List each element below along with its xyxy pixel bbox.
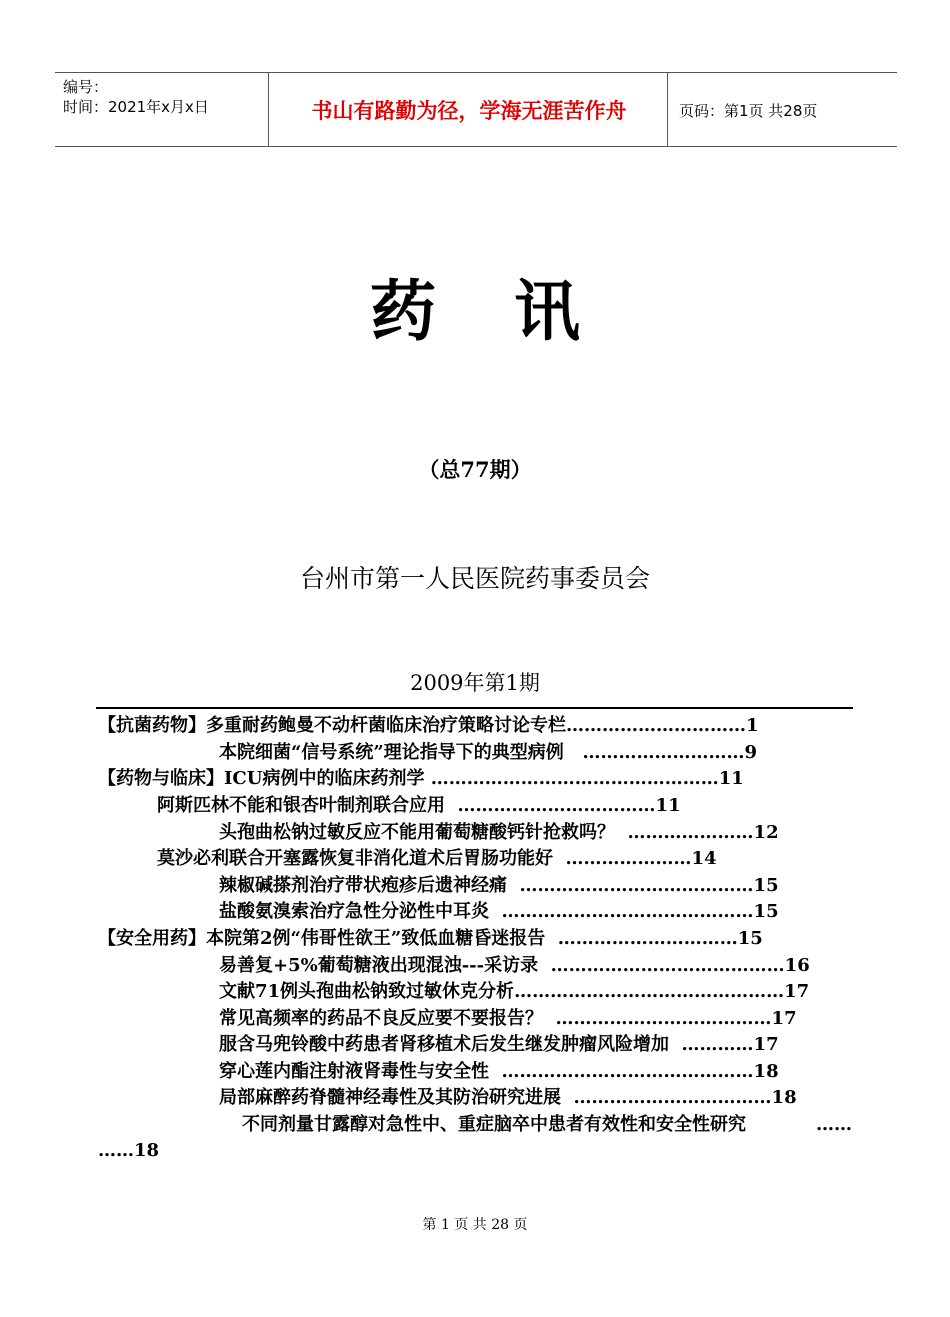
toc-leader: …… xyxy=(816,1114,852,1135)
toc-title: 文献71例头孢曲松钠致过敏休克分析 xyxy=(219,981,515,1002)
toc-leader: …………………………… xyxy=(457,795,656,816)
toc-leader: ………… xyxy=(681,1034,754,1055)
toc-page: 15 xyxy=(753,901,779,922)
toc-leader: …………………………………… xyxy=(501,1061,754,1082)
toc-entry[interactable] xyxy=(219,1059,779,1085)
toc-page: 17 xyxy=(771,1008,797,1029)
toc-title: 多重耐药鲍曼不动杆菌临床治疗策略讨论专栏 xyxy=(206,715,566,736)
toc-title: 服含马兜铃酸中药患者肾移植术后发生继发肿瘤风险增加 xyxy=(219,1034,669,1055)
toc-entry[interactable] xyxy=(219,873,779,899)
toc-page: 15 xyxy=(737,928,763,949)
page-footer: 第 1 页 共 28 页 xyxy=(422,1217,528,1233)
toc-entry[interactable] xyxy=(219,1006,797,1032)
toc-title: 辣椒碱搽剂治疗带状疱疹后遗神经痛 xyxy=(219,875,507,896)
toc-leader: ………………………… xyxy=(557,928,738,949)
toc-leader: ……………………… xyxy=(582,742,745,763)
toc-leader: ………………… xyxy=(565,848,692,869)
year-issue: 2009年第1期 xyxy=(410,671,540,695)
toc-leader: …………………………… xyxy=(573,1087,772,1108)
organization: 台州市第一人民医院药事委员会 xyxy=(299,564,650,593)
toc-entry[interactable] xyxy=(219,979,809,1005)
toc-entry[interactable] xyxy=(219,1032,779,1058)
header-meta xyxy=(63,77,209,117)
toc-section: 【药物与临床】 xyxy=(98,768,224,789)
toc-title: ICU病例中的临床药剂学 xyxy=(224,768,425,789)
toc-page: 16 xyxy=(784,955,810,976)
title-rule xyxy=(96,707,853,709)
toc-entry[interactable] xyxy=(157,793,681,819)
toc-entry[interactable] xyxy=(98,926,763,952)
toc-section: 【抗菌药物】 xyxy=(98,715,206,736)
toc-entry[interactable] xyxy=(219,740,757,766)
document-title: 药讯 xyxy=(370,272,658,350)
toc-entry-continuation[interactable] xyxy=(98,1138,159,1164)
toc-leader: ………………………………………… xyxy=(430,768,719,789)
page-info: 页码：第1页 共28页 xyxy=(679,102,818,120)
toc-page: 11 xyxy=(718,768,744,789)
toc-section: 【安全用药】 xyxy=(98,928,206,949)
toc-entry[interactable] xyxy=(219,953,810,979)
toc-page: 18 xyxy=(753,1061,779,1082)
toc-leader: ……………………………… xyxy=(555,1008,772,1029)
toc-page: 18 xyxy=(771,1087,797,1108)
serial-label: 编号： xyxy=(63,78,109,96)
toc-leader: ………………………… xyxy=(566,715,746,736)
toc-leader: …… xyxy=(98,1140,134,1161)
toc-leader: ……………………………………… xyxy=(514,981,785,1002)
toc-page: 18 xyxy=(134,1140,160,1161)
toc-title: 常见高频率的药品不良反应要不要报告？ xyxy=(219,1008,543,1029)
header-divider xyxy=(268,73,269,146)
toc-title: 莫沙必利联合开塞露恢复非消化道术后胃肠功能好 xyxy=(157,848,553,869)
toc-title: 不同剂量甘露醇对急性中、重症脑卒中患者有效性和安全性研究 xyxy=(242,1114,746,1135)
toc-entry[interactable] xyxy=(157,846,717,872)
toc-leader-continued xyxy=(816,1112,852,1138)
time-label: 时间：2021年x月x日 xyxy=(63,98,209,116)
toc-page: 1 xyxy=(746,715,759,736)
toc-entry[interactable] xyxy=(219,820,779,846)
toc-title: 头孢曲松钠过敏反应不能用葡萄糖酸钙针抢救吗？ xyxy=(219,822,615,843)
toc-leader: ………………………………… xyxy=(550,955,785,976)
toc-title: 穿心莲内酯注射液肾毒性与安全性 xyxy=(219,1061,489,1082)
toc-page: 12 xyxy=(753,822,779,843)
toc-title: 盐酸氨溴索治疗急性分泌性中耳炎 xyxy=(219,901,489,922)
toc-title: 易善复+5%葡萄糖液出现混浊---采访录 xyxy=(219,955,539,976)
toc-entry[interactable] xyxy=(98,766,744,792)
header-divider xyxy=(667,73,668,146)
toc-leader: ………………… xyxy=(627,822,754,843)
toc-page: 11 xyxy=(655,795,681,816)
toc-page: 15 xyxy=(753,875,779,896)
toc-leader: …………………………………… xyxy=(501,901,754,922)
toc-entry[interactable] xyxy=(219,899,779,925)
toc-leader: ………………………………… xyxy=(519,875,754,896)
toc-title: 局部麻醉药脊髓神经毒性及其防治研究进展 xyxy=(219,1087,561,1108)
toc-page: 14 xyxy=(691,848,717,869)
toc-entry[interactable] xyxy=(219,1085,797,1111)
toc-title: 本院第2例“伟哥性欲王”致低血糖昏迷报告 xyxy=(206,928,546,949)
toc-entry[interactable] xyxy=(98,713,759,739)
toc-page: 9 xyxy=(744,742,758,763)
toc-title: 阿斯匹林不能和银杏叶制剂联合应用 xyxy=(157,795,445,816)
toc-page: 17 xyxy=(753,1034,779,1055)
toc-entry[interactable] xyxy=(242,1112,746,1138)
motto: 书山有路勤为径，学海无涯苦作舟 xyxy=(311,98,627,123)
page-header xyxy=(55,72,897,147)
toc-title: 本院细菌“信号系统”理论指导下的典型病例 xyxy=(219,742,564,763)
toc-page: 17 xyxy=(784,981,810,1002)
issue-total: （总77期） xyxy=(418,457,532,482)
